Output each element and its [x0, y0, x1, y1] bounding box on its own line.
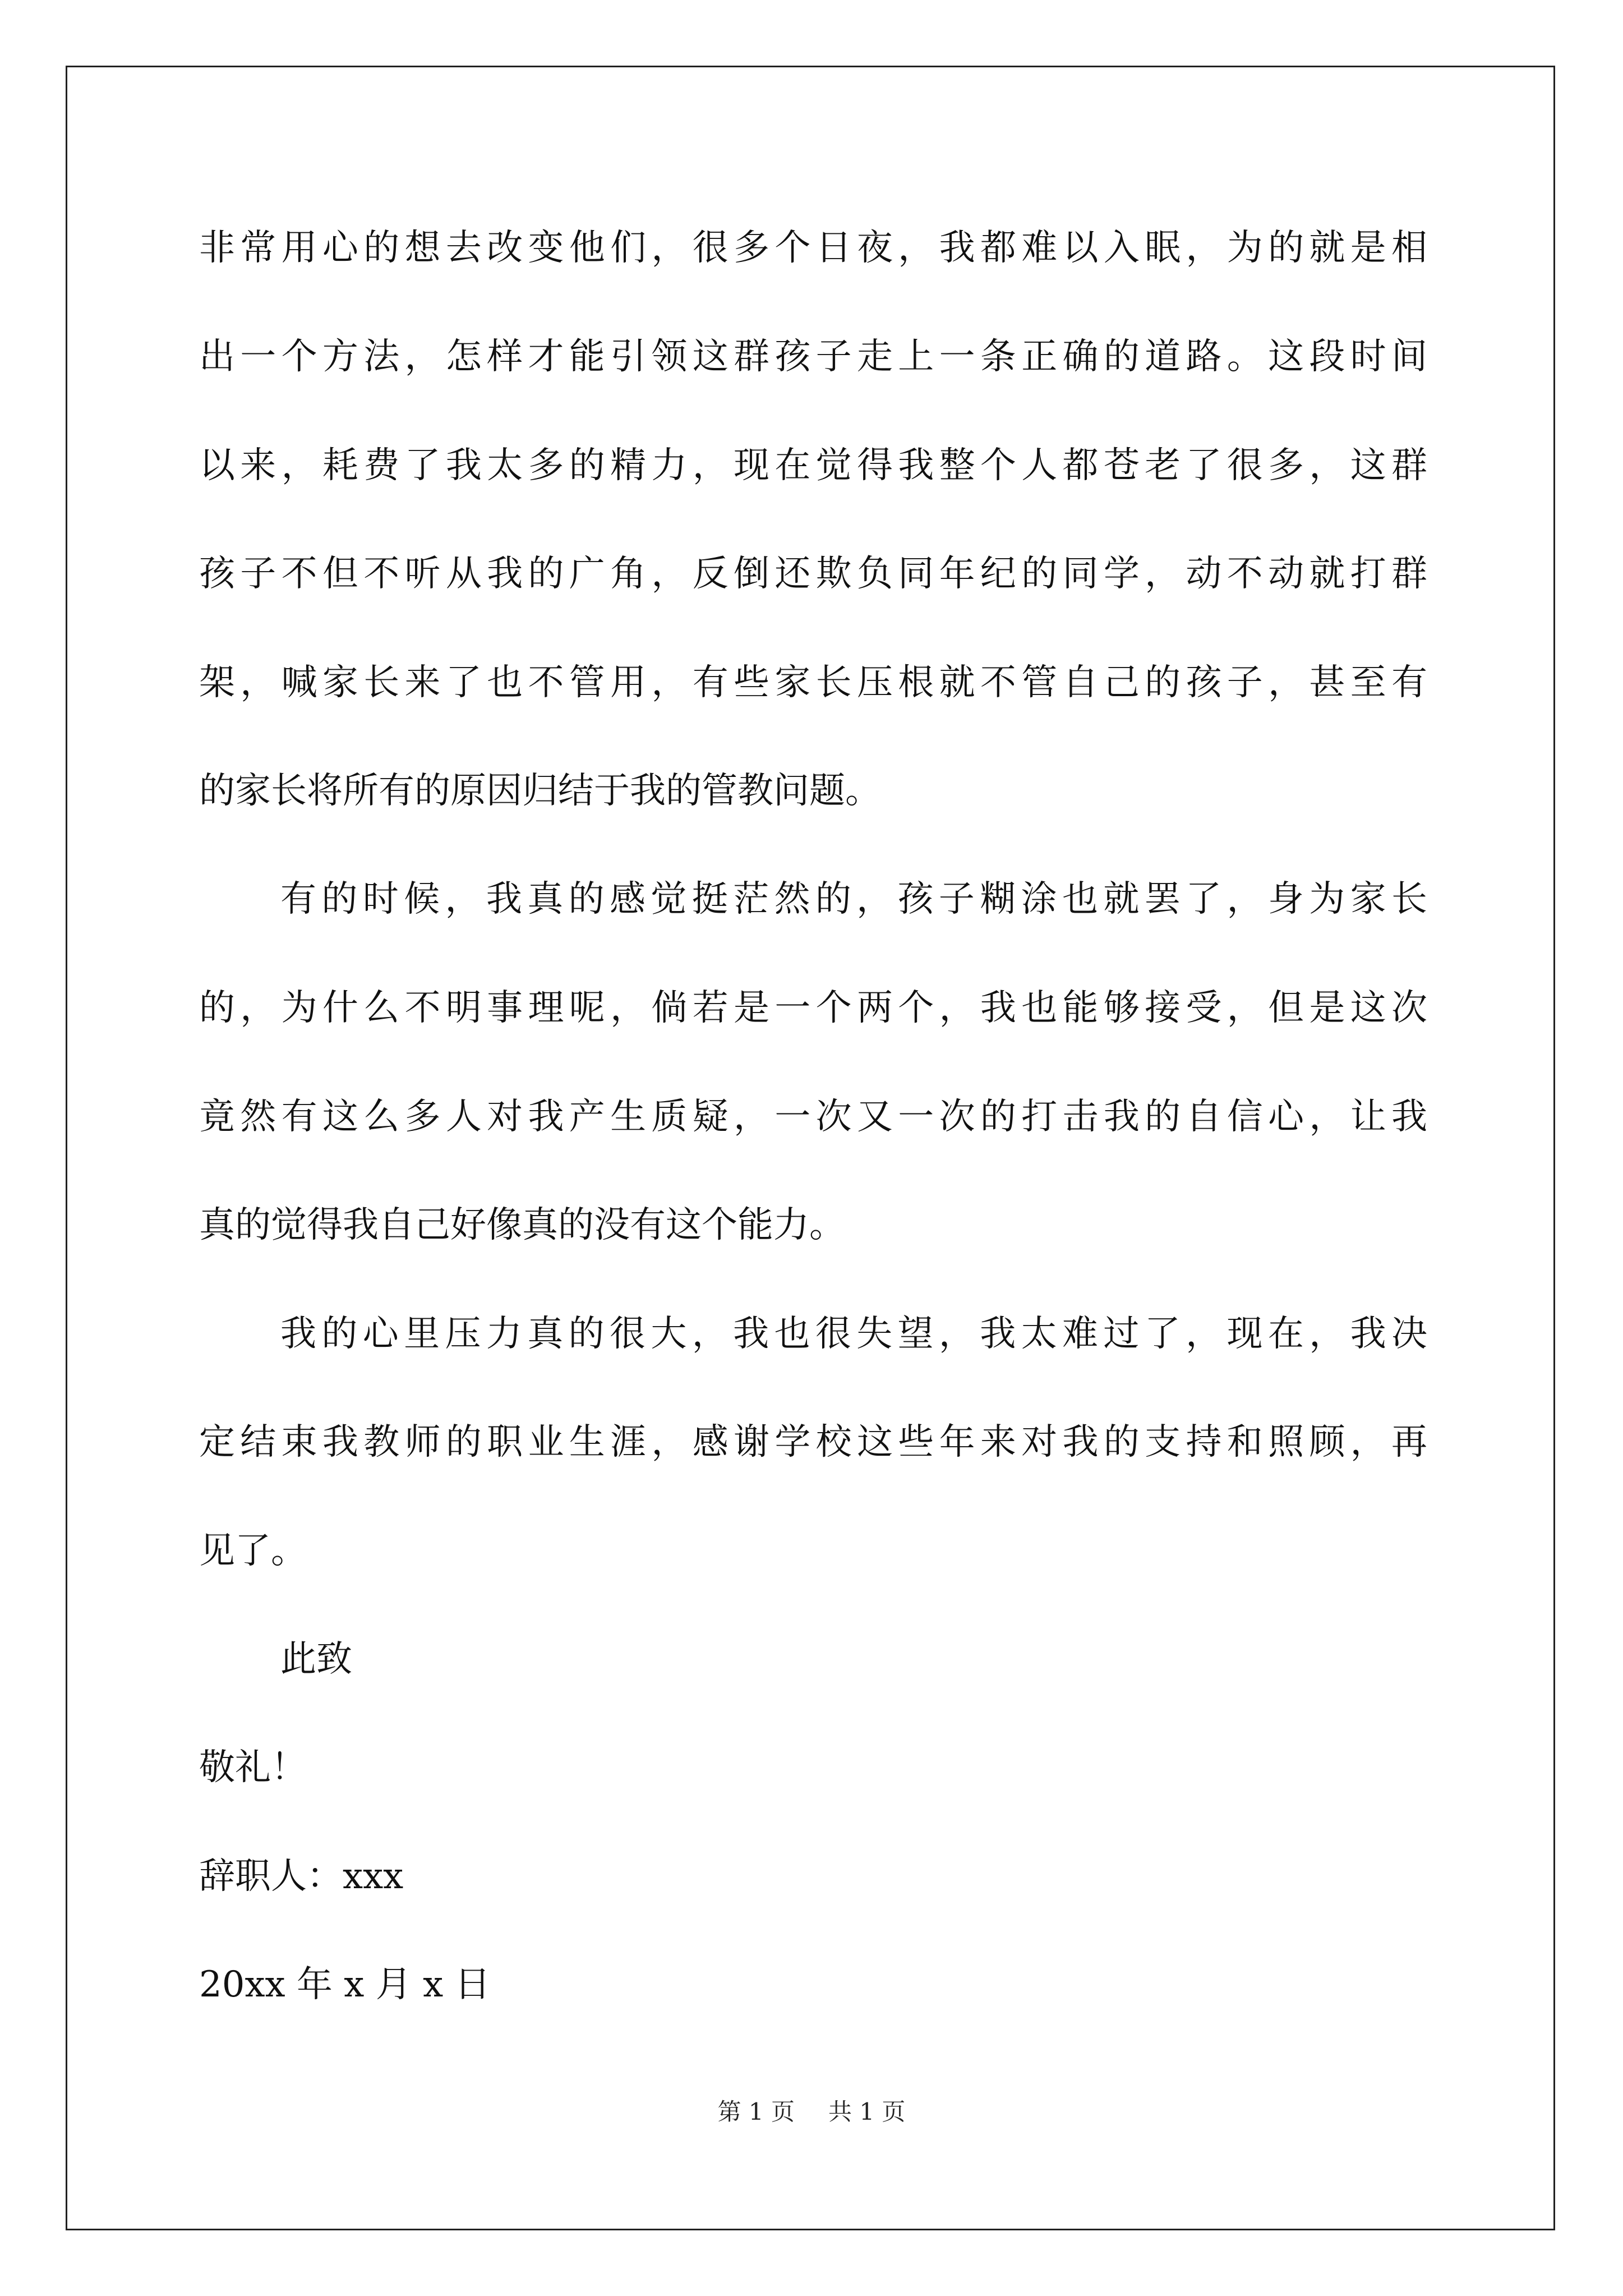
body-line-12: 定结束我教师的职业生涯，感谢学校这些年来对我的支持和照顾，再 — [199, 1421, 1427, 1463]
date: 20xx 年 x 月 x 日 — [199, 1964, 491, 2005]
body-line-13: 见了。 — [199, 1530, 307, 1572]
body-line-6: 的家长将所有的原因归结于我的管教问题。 — [199, 770, 881, 812]
body-line-7: 有的时候，我真的感觉挺茫然的，孩子糊涂也就罢了，身为家长 — [280, 878, 1427, 920]
signature: 辞职人：xxx — [199, 1856, 404, 1897]
body-line-1: 非常用心的想去改变他们，很多个日夜，我都难以入眠，为的就是相 — [199, 227, 1427, 269]
body-line-2: 出一个方法，怎样才能引领这群孩子走上一条正确的道路。这段时间 — [199, 336, 1427, 378]
page-footer — [0, 2097, 1623, 2127]
body-line-10: 真的觉得我自己好像真的没有这个能力。 — [199, 1204, 845, 1246]
body-line-8: 的，为什么不明事理呢，倘若是一个两个，我也能够接受，但是这次 — [199, 987, 1427, 1029]
body-line-11: 我的心里压力真的很大，我也很失望，我太难过了，现在，我决 — [280, 1313, 1427, 1355]
body-line-5: 架，喊家长来了也不管用，有些家长压根就不管自己的孩子，甚至有 — [199, 662, 1427, 703]
page-total: 共 1 页 — [828, 2098, 906, 2125]
page-number: 第 1 页 — [717, 2098, 795, 2125]
body-line-9: 竟然有这么多人对我产生质疑，一次又一次的打击我的自信心，让我 — [199, 1096, 1427, 1138]
body-line-3: 以来，耗费了我太多的精力，现在觉得我整个人都苍老了很多，这群 — [199, 445, 1427, 486]
page-border — [66, 66, 1555, 2230]
salute: 敬礼！ — [199, 1747, 307, 1788]
body-line-4: 孩子不但不听从我的广角，反倒还欺负同年纪的同学，动不动就打群 — [199, 553, 1427, 595]
closing: 此致 — [280, 1639, 352, 1680]
